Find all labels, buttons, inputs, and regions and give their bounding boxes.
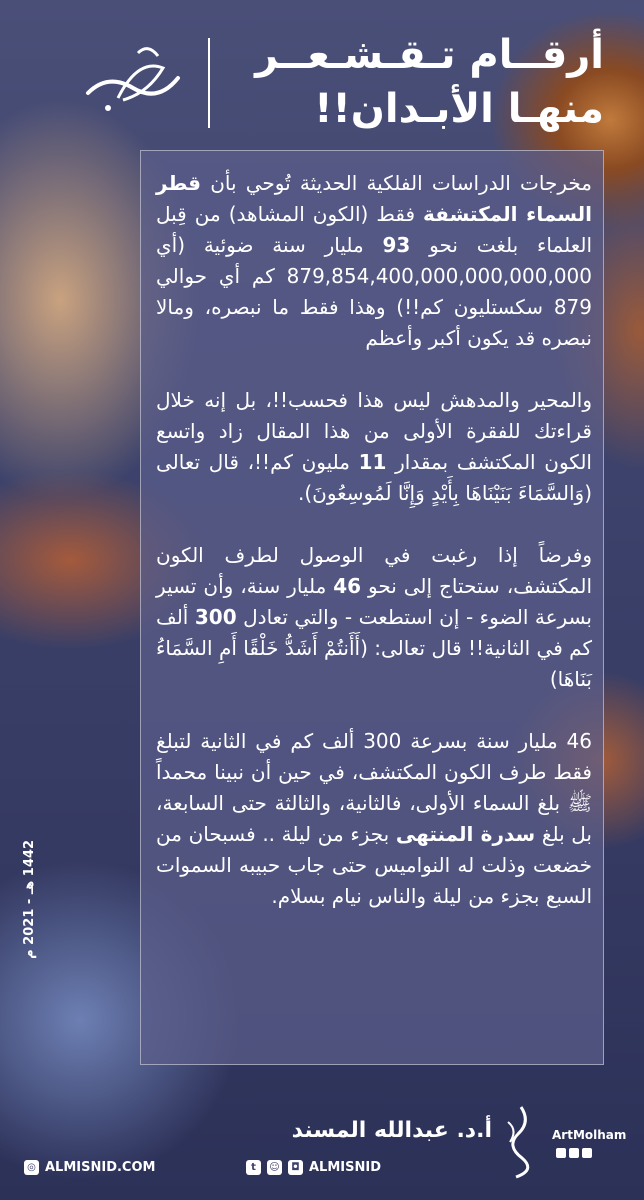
author-name: أ.د. عبدالله المسند <box>291 1118 492 1143</box>
p1-text-e: مليار سنة ضوئية (أي 879,854,400,000,000,000,000 كم أي حوالي 879 سكستليون كم!!) وهذا فقط ما نبصره، ومالا نبصره قد يكون أكبر وأعظم <box>156 233 592 350</box>
p1-text-a: مخرجات الدراسات الفلكية الحديثة تُوحي بأن <box>201 171 592 195</box>
p1-bold-number: 93 <box>382 233 411 257</box>
social-footer[interactable] <box>246 1157 381 1177</box>
paragraph-1 <box>156 168 592 354</box>
header <box>0 0 644 150</box>
paragraph-3 <box>156 540 592 695</box>
instagram-icon[interactable]: ◘ <box>288 1160 303 1175</box>
snapchat-icon[interactable]: ☺ <box>267 1160 282 1175</box>
p2-bold-number: 11 <box>358 450 387 474</box>
p4-text-c: بجزء من ليلة .. فسبحان من خضعت وذلت له النواميس حتى جاب حبيبه السموات السبع بجزء من ليلة والناس نيام بسلام. <box>156 822 592 908</box>
p4-bold-phrase: سدرة المنتهى <box>395 822 536 846</box>
header-divider <box>208 38 210 128</box>
p2-text-c: مليون كم!!، قال تعالى (وَالسَّمَاءَ بَنَيْنَاهَا بِأَيْدٍ وَإِنَّا لَمُوسِعُونَ). <box>156 450 592 505</box>
p2-text-a: والمحير والمدهش ليس هذا فحسب!!، بل إنه خلال قراءتك للفقرة الأولى من هذا المقال زاد واتسع الكون المكتشف بمقدار <box>156 388 592 474</box>
calligraphy-logo <box>78 38 188 118</box>
p3-bold-number-2: 300 <box>194 605 237 629</box>
p3-text-e: ألف كم في الثانية!! قال تعالى: (أَأَنتُمْ أَشَدُّ خَلْقًا أَمِ السَّمَاءُ بَنَاهَا) <box>156 605 592 691</box>
brand-instagram-icon <box>569 1148 579 1158</box>
page-title <box>224 28 604 136</box>
website-footer[interactable] <box>24 1157 155 1177</box>
website-link[interactable]: ALMISNID.COM <box>45 1159 156 1175</box>
title-line-1: أرقــام تـقـشـعــر <box>255 32 604 78</box>
p3-text-a: وفرضاً إذا رغبت في الوصول لطرف الكون المكتشف، ستحتاج إلى نحو <box>156 543 592 598</box>
paragraph-2 <box>156 385 592 509</box>
paragraph-4 <box>156 726 592 912</box>
article-body <box>156 168 592 943</box>
p4-text-a: 46 مليار سنة بسرعة 300 ألف كم في الثانية لتبلغ فقط طرف الكون المكتشف، في حين أن نبينا محمداً ﷺ بلغ السماء الأولى، فالثانية، والثالثة حتى السابعة، بل بلغ <box>156 729 592 846</box>
date-label: 1442 هـ - 2021 م <box>22 840 37 959</box>
title-line-2: منهـا الأبـدان!! <box>314 86 604 132</box>
twitter-icon[interactable]: t <box>246 1160 261 1175</box>
brand-twitter-icon <box>556 1148 566 1158</box>
p1-text-c: فقط (الكون المشاهد) من قِبل العلماء بلغت نحو <box>156 202 593 257</box>
brand-name: ArtMolham <box>552 1128 627 1142</box>
brand-calligraphy-icon <box>496 1102 546 1180</box>
globe-icon: ◎ <box>24 1160 39 1175</box>
social-handle[interactable]: ALMISNID <box>309 1159 381 1175</box>
brand-social-icons <box>556 1148 592 1158</box>
brand-mark <box>496 1102 636 1182</box>
p3-bold-number-1: 46 <box>333 574 362 598</box>
brand-snapchat-icon <box>582 1148 592 1158</box>
p3-text-c: مليار سنة، وأن تسير بسرعة الضوء - إن استطعت - والتي تعادل <box>156 574 593 629</box>
p1-bold-phrase: قطر السماء المكتشفة <box>156 171 592 226</box>
